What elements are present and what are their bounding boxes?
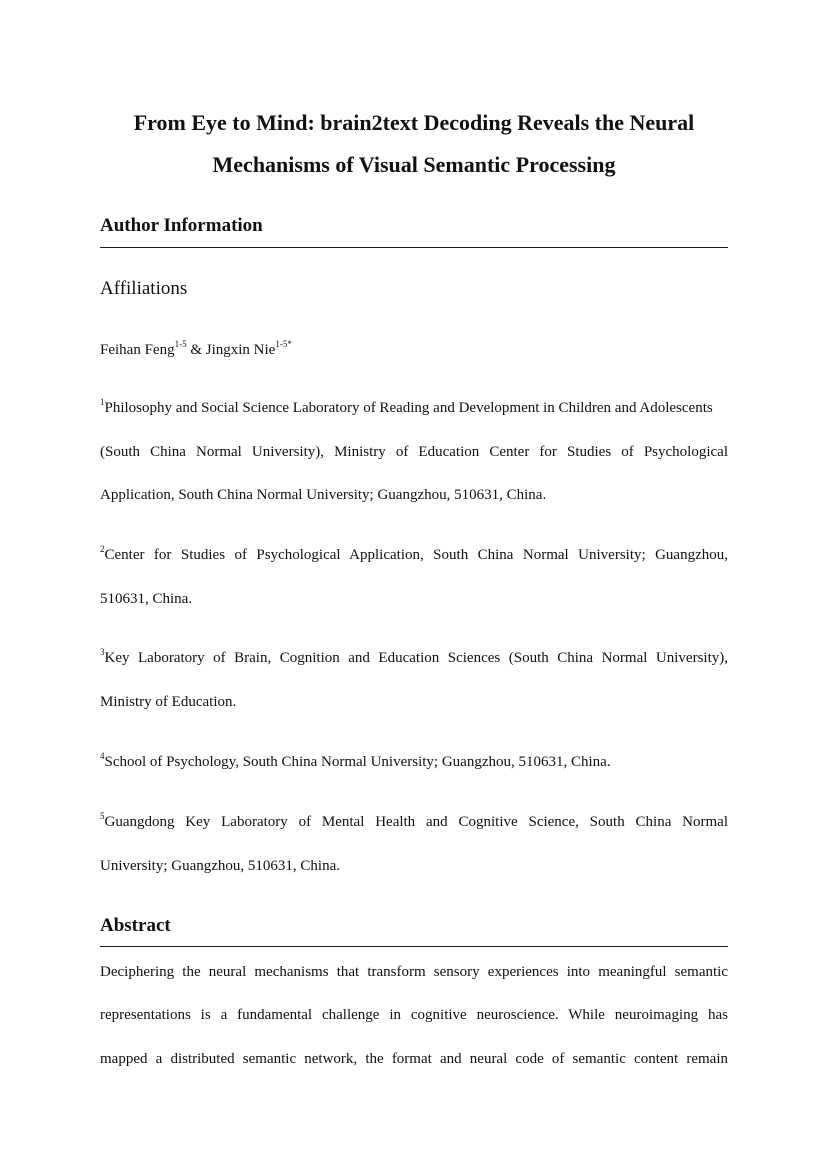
affiliation-5-line-1 — [100, 812, 728, 832]
author-name: Feihan Feng — [100, 342, 175, 358]
author-separator: & — [186, 342, 206, 358]
affiliation-2-line-1 — [100, 545, 728, 565]
affiliation-number: 3 — [100, 647, 105, 657]
author-information-heading: Author Information — [100, 215, 263, 236]
abstract-heading: Abstract — [100, 915, 171, 936]
section-divider — [100, 247, 728, 248]
affiliation-text: Key Laboratory of Brain, Cognition and Education Sciences (South China Normal University), — [104, 650, 728, 666]
affiliation-text: Center for Studies of Psychological Application, South China Normal University; Guangzhou, — [104, 547, 728, 563]
affiliation-1-line-1 — [100, 398, 713, 418]
paper-title-line-2: Mechanisms of Visual Semantic Processing — [212, 152, 616, 177]
affiliation-number: 1 — [100, 397, 105, 407]
affiliation-3-line-1 — [100, 648, 728, 668]
affiliation-1-line-3: Application, South China Normal University; Guangzhou, 510631, China. — [100, 487, 547, 503]
affiliation-number: 4 — [100, 751, 105, 761]
author-affiliation-marker: 1-5 — [174, 339, 187, 349]
author-affiliation-marker: 1-5* — [275, 339, 292, 349]
affiliation-1-line-2: (South China Normal University), Ministry of Education Center for Studies of Psychological — [100, 444, 728, 460]
section-divider — [100, 946, 728, 947]
author-name: Jingxin Nie — [205, 342, 276, 358]
affiliation-text: School of Psychology, South China Normal University; Guangzhou, 510631, China. — [104, 754, 611, 770]
affiliation-number: 2 — [100, 544, 105, 554]
abstract-line-2: representations is a fundamental challenge in cognitive neuroscience. While neuroimaging has — [100, 1007, 728, 1023]
affiliation-2-line-2: 510631, China. — [100, 591, 193, 607]
paper-title-line-1: From Eye to Mind: brain2text Decoding Reveals the Neural — [133, 110, 695, 135]
affiliation-text: Guangdong Key Laboratory of Mental Health and Cognitive Science, South China Normal — [104, 814, 728, 830]
affiliation-text: Philosophy and Social Science Laboratory of Reading and Development in Children and Adolescents — [104, 400, 713, 416]
affiliation-5-line-2: University; Guangzhou, 510631, China. — [100, 858, 340, 874]
affiliations-heading: Affiliations — [100, 278, 188, 299]
abstract-line-1: Deciphering the neural mechanisms that transform sensory experiences into meaningful semantic — [100, 964, 728, 980]
affiliation-number: 5 — [100, 811, 105, 821]
affiliation-4-line-1 — [100, 752, 611, 772]
affiliation-3-line-2: Ministry of Education. — [100, 694, 237, 710]
abstract-line-3: mapped a distributed semantic network, the format and neural code of semantic content remain — [100, 1051, 728, 1067]
author-line — [100, 340, 292, 360]
